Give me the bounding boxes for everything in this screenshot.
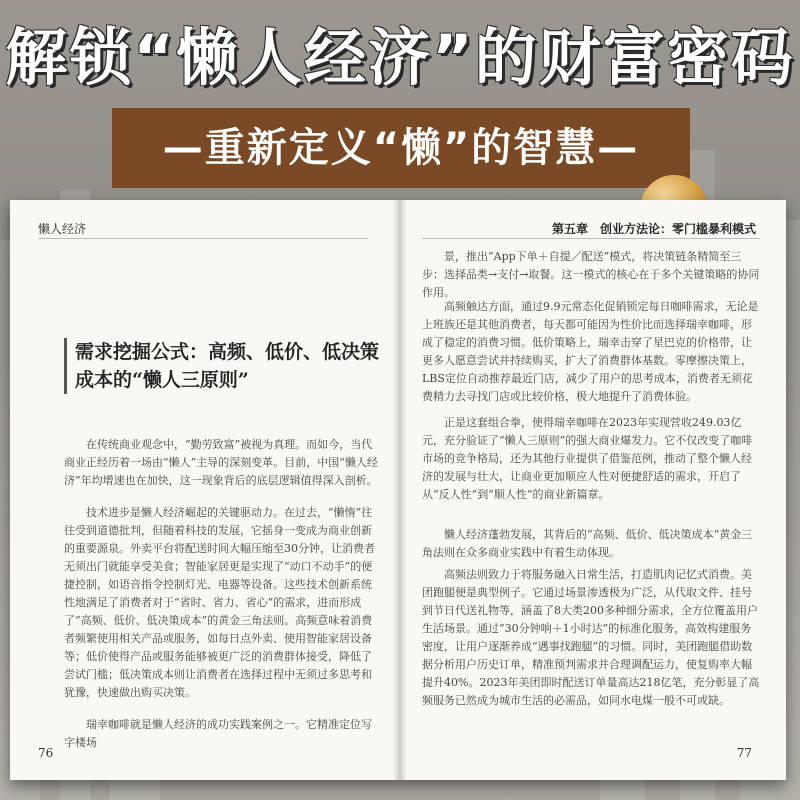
paragraph: 在传统商业观念中，“勤劳致富”被视为真理。而如今，当代商业正经历着一场由“懒人”主导的深刻变革。目前，中国“懒人经济”年均增速也在加快，这一现象背后的底层逻辑值得深入剖析。 bbox=[64, 438, 378, 487]
running-head: 懒人经济 bbox=[38, 222, 87, 236]
banner-subtitle: —重新定义“懒”的智慧— bbox=[112, 108, 690, 188]
right-page bbox=[402, 200, 786, 780]
page-number: 77 bbox=[736, 746, 752, 760]
running-head: 第五章 创业方法论：零门槛暴利模式 bbox=[551, 222, 756, 236]
paragraph: 技术进步是懒人经济崛起的关键驱动力。在过去，“懒惰”往往受到道德批判，但随着科技的发展，它摇身一变成为商业创新的重要源泉。外卖平台将配送时间大幅压缩至30分钟，让消费者无须出门就能享受美食；智能家居更是实现了“动口不动手”的便捷控制，如语音指令控制灯光、电器等设备。这些技术创新系统性地满足了消费者对于“省时、省力、省心”的需求，进而形成了“高频、低价、低决策成本”的黄金三角法则。高频意味着消费者频繁使用相关产品或服务，如每日点外卖、使用智能家居设备等；低价使得产品或服务能够被更广泛的消费群体接受，降低了尝试门槛；低决策成本则让消费者在选择过程中无须过多思考和犹豫，快速做出购买决策。 bbox=[64, 506, 375, 699]
header-rule bbox=[422, 238, 760, 239]
paragraph: 高频触达方面，通过9.9元常态化促销锁定每日咖啡需求，无论是上班族还是其他消费者，每天都可能因为性价比而选择瑞幸咖啡，形成了稳定的消费习惯。低价策略上，瑞幸击穿了星巴克的价格带，让更多人愿意尝试并持续购买，扩大了消费群体基数。零摩擦决策上，LBS定位自动推荐最近门店，减少了用户的思考成本，消费者无须花费精力去寻找门店或比较价格，极大地提升了消费体验。 bbox=[422, 300, 759, 403]
open-book bbox=[10, 200, 786, 780]
paragraph: 高频法则致力于将服务融入日常生活，打造肌肉记忆式消费。美团跑腿便是典型例子。它通过场景渗透极为广泛，从代取文件、挂号到节日代送礼物等，涵盖了8大类200多种细分需求，全方位覆盖用户生活场景。通过“30分钟响＋1小时达”的标准化服务，高效构建服务密度，让用户逐渐养成“遇事找跑腿”的习惯。同时，美团跑腿借助数据分析用户历史订单，精准预判需求并合理调配运力，使复购率大幅提升40%。2023年美团即时配送订单量高达218亿笔，充分彰显了高频服务已然成为城市生活的必需品，如同水电煤一般不可或缺。 bbox=[422, 568, 760, 707]
paragraph: 正是这套组合拳，使得瑞幸咖啡在2023年实现营收249.03亿元，充分验证了“懒人三原则”的强大商业爆发力。它不仅改变了咖啡市场的竞争格局，还为其他行业提供了借鉴范例，推动了整个懒人经济的发展与壮大，让商业更加顺应人性对便捷舒适的需求，开启了从“反人性”到“顺人性”的商业新篇章。 bbox=[422, 416, 753, 501]
page-number: 76 bbox=[38, 746, 54, 760]
banner-title: 解锁“懒人经济”的财富密码 bbox=[5, 21, 795, 94]
paragraph: 景，推出“App下单＋自提／配送”模式，将决策链条精简至三步：选择品类→支付→取餐。这一模式的核心在于多个关键策略的协同作用。 bbox=[422, 250, 760, 299]
paragraph: 瑞幸咖啡就是懒人经济的成功实践案例之一。它精准定位写字楼场 bbox=[64, 718, 372, 749]
section-title: 需求挖掘公式：高频、低价、低决策成本的“懒人三原则” bbox=[64, 338, 385, 394]
paragraph: 懒人经济蓬勃发展，其背后的“高频、低价、低决策成本”黄金三角法则在众多商业实践中有着生动体现。 bbox=[422, 528, 753, 559]
header-rule bbox=[38, 238, 368, 239]
left-page bbox=[10, 200, 398, 780]
